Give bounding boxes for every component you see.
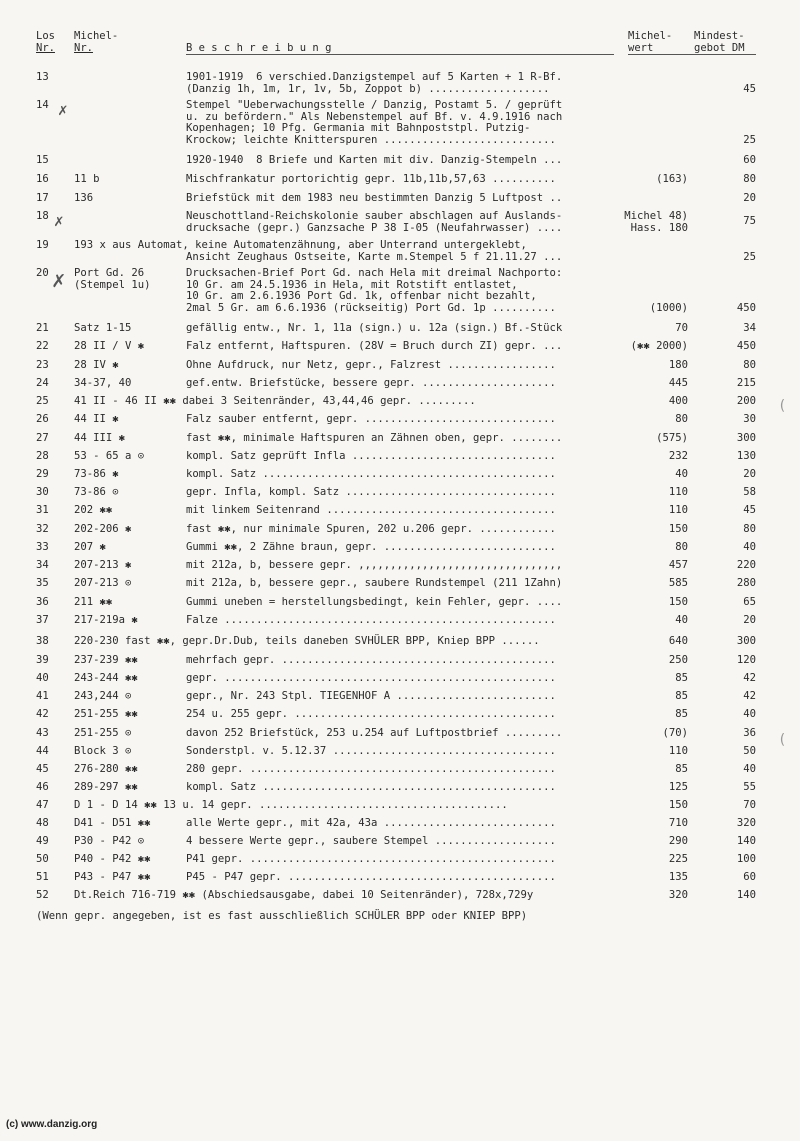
minimum-bid: 65 (743, 596, 756, 608)
minimum-bid: 60 (743, 871, 756, 883)
minimum-bid: 450 (736, 301, 756, 314)
michel-number: 289-297 ✱✱ (74, 781, 138, 793)
michel-value: 250 (668, 654, 688, 666)
michel-value: 150 (668, 523, 688, 535)
michel-value: 135 (668, 871, 688, 883)
michel-number: 202 ✱✱ (74, 504, 113, 516)
lot-number: 36 (36, 596, 49, 608)
michel-number: 193 x aus Automat, keine Automatenzähnung, aber Unterrand untergeklebt, (74, 239, 527, 251)
lot-number: 25 (36, 395, 49, 407)
minimum-bid: 58 (743, 486, 756, 498)
michel-value: Michel 48) Hass. 180 (624, 210, 688, 234)
michel-number: 207 ✱ (74, 541, 106, 553)
michel-value: 110 (668, 504, 688, 516)
minimum-bid: 55 (743, 781, 756, 793)
michel-number: 44 III ✱ (74, 432, 126, 444)
minimum-bid: 45 (743, 504, 756, 516)
lot-description: P45 - P47 gepr. .......................................... (186, 871, 556, 883)
michel-value: 640 (668, 635, 688, 647)
minimum-bid: 34 (743, 322, 756, 334)
minimum-bid: 42 (743, 672, 756, 684)
michel-number: 11 b (74, 173, 100, 185)
michel-value: 320 (668, 889, 688, 901)
michel-number: D 1 - D 14 ✱✱ 13 u. 14 gepr. ....................................... (74, 799, 508, 811)
minimum-bid: 80 (743, 523, 756, 535)
michel-value: 180 (668, 359, 688, 371)
minimum-bid: 30 (743, 413, 756, 425)
lot-description: alle Werte gepr., mit 42a, 43a ........................... (186, 817, 556, 829)
lot-description: kompl. Satz geprüft Infla ................................ (186, 450, 556, 462)
lot-number: 20 (36, 267, 49, 279)
minimum-bid: 45 (743, 82, 756, 95)
minimum-bid: 75 (743, 215, 756, 227)
header-michelwert-line2: wert (628, 42, 654, 54)
lot-number: 19 (36, 239, 49, 251)
minimum-bid: 25 (743, 250, 756, 263)
lot-number: 21 (36, 322, 49, 334)
michel-number: 28 IV ✱ (74, 359, 119, 371)
minimum-bid: 60 (743, 154, 756, 166)
lot-number: 30 (36, 486, 49, 498)
michel-value: 110 (668, 486, 688, 498)
minimum-bid: 215 (736, 377, 756, 389)
minimum-bid: 42 (743, 690, 756, 702)
minimum-bid: 70 (743, 799, 756, 811)
lot-description: Stempel "Ueberwachungsstelle / Danzig, Postamt 5. / geprüft u. zu befördern." Als Nebenstempel auf Bf. v. 4.9.1916 nach Kopenhagen; 10 Pfg. Germania mit Bahnpoststpl. Putzig- Krockow; leichte Knitterspuren ........................... (186, 99, 563, 146)
lot-description: Falze .................................................... (186, 614, 556, 626)
lot-number: 50 (36, 853, 49, 865)
handwritten-cross-mark: ✗ (54, 211, 64, 230)
handwritten-cross-mark: ✗ (58, 100, 68, 119)
minimum-bid: 300 (736, 432, 756, 444)
lot-description: Falz sauber entfernt, gepr. .............................. (186, 413, 556, 425)
lot-description: fast ✱✱, minimale Haftspuren an Zähnen oben, gepr. ........ (186, 432, 563, 444)
header-beschreibung: B e s c h r e i b u n g (186, 42, 332, 54)
lot-number: 35 (36, 577, 49, 589)
michel-number: 73-86 ✱ (74, 468, 119, 480)
minimum-bid: 130 (736, 450, 756, 462)
lot-number: 29 (36, 468, 49, 480)
minimum-bid: 36 (743, 727, 756, 739)
lot-number: 43 (36, 727, 49, 739)
lot-description: Gummi ✱✱, 2 Zähne braun, gepr. ........................... (186, 541, 556, 553)
michel-number: 243-244 ✱✱ (74, 672, 138, 684)
michel-value: 400 (668, 395, 688, 407)
header-michel-nr-label: Nr. (74, 42, 93, 54)
minimum-bid: 200 (736, 395, 756, 407)
michel-value: 85 (675, 690, 688, 702)
header-michel-label: Michel- (74, 30, 119, 42)
lot-description: Briefstück mit dem 1983 neu bestimmten Danzig 5 Luftpost .. (186, 192, 563, 204)
header-mindest-line2: gebot DM (694, 42, 745, 54)
michel-number: 220-230 fast ✱✱, gepr.Dr.Dub, teils daneben SVHÜLER BPP, Kniep BPP ...... (74, 635, 540, 647)
michel-value: 710 (668, 817, 688, 829)
minimum-bid: 20 (743, 614, 756, 626)
lot-number: 45 (36, 763, 49, 775)
michel-number: 251-255 ⊙ (74, 727, 132, 739)
michel-number: Dt.Reich 716-719 ✱✱ (Abschiedsausgabe, dabei 10 Seitenränder), 728x,729y (74, 889, 534, 901)
michel-number: 207-213 ✱ (74, 559, 132, 571)
lot-number: 26 (36, 413, 49, 425)
lot-number: 24 (36, 377, 49, 389)
lot-description: 254 u. 255 gepr. ......................................... (186, 708, 556, 720)
lot-description: Mischfrankatur portorichtig gepr. 11b,11b,57,63 .......... (186, 173, 556, 185)
lot-number: 40 (36, 672, 49, 684)
michel-value: 232 (668, 450, 688, 462)
lot-number: 31 (36, 504, 49, 516)
michel-number: 41 II - 46 II ✱✱ dabei 3 Seitenränder, 43,44,46 gepr. ......... (74, 395, 476, 407)
michel-number: D41 - D51 ✱✱ (74, 817, 151, 829)
header-michelwert-line1: Michel- (628, 30, 673, 42)
minimum-bid: 140 (736, 889, 756, 901)
michel-value: 80 (675, 413, 688, 425)
michel-value: 225 (668, 853, 688, 865)
michel-value: 457 (668, 559, 688, 571)
michel-number: 202-206 ✱ (74, 523, 132, 535)
michel-number: 207-213 ⊙ (74, 577, 132, 589)
michel-value: (1000) (649, 301, 688, 314)
michel-value: 445 (668, 377, 688, 389)
lot-description: 280 gepr. ................................................ (186, 763, 556, 775)
lot-description: 4 bessere Werte gepr., saubere Stempel ................... (186, 835, 556, 847)
michel-value: 110 (668, 745, 688, 757)
michel-number: 34-37, 40 (74, 377, 132, 389)
michel-value: 585 (668, 577, 688, 589)
header-michel (74, 30, 118, 54)
michel-number: 217-219a ✱ (74, 614, 138, 626)
michel-number: 136 (74, 192, 94, 204)
header-mindest-line1: Mindest- (694, 30, 745, 42)
minimum-bid: 40 (743, 708, 756, 720)
lot-description: Falz entfernt, Haftspuren. (28V = Bruch durch ZI) gepr. ... (186, 340, 563, 352)
michel-number: Port Gd. 26 (Stempel 1u) (74, 267, 151, 291)
lot-number: 42 (36, 708, 49, 720)
minimum-bid: 280 (736, 577, 756, 589)
lot-number: 13 (36, 71, 49, 83)
minimum-bid: 40 (743, 763, 756, 775)
lot-description: fast ✱✱, nur minimale Spuren, 202 u.206 gepr. ............ (186, 523, 556, 535)
michel-value: (163) (656, 173, 688, 185)
minimum-bid: 220 (736, 559, 756, 571)
header-los (36, 30, 55, 54)
lot-number: 22 (36, 340, 49, 352)
lot-number: 52 (36, 889, 49, 901)
lot-number: 39 (36, 654, 49, 666)
michel-number: Block 3 ⊙ (74, 745, 132, 757)
minimum-bid: 300 (736, 635, 756, 647)
lot-number: 48 (36, 817, 49, 829)
lot-description: gepr., Nr. 243 Stpl. TIEGENHOF A ......................... (186, 690, 556, 702)
michel-value: 290 (668, 835, 688, 847)
header-divider (186, 54, 614, 55)
header-nr-label: Nr. (36, 42, 55, 54)
michel-value: 85 (675, 672, 688, 684)
lot-number: 51 (36, 871, 49, 883)
michel-value: 85 (675, 708, 688, 720)
lot-number: 49 (36, 835, 49, 847)
lot-number: 23 (36, 359, 49, 371)
michel-number: P43 - P47 ✱✱ (74, 871, 151, 883)
michel-value: 40 (675, 468, 688, 480)
michel-value: 70 (675, 322, 688, 334)
minimum-bid: 120 (736, 654, 756, 666)
michel-number: 28 II / V ✱ (74, 340, 145, 352)
lot-number: 28 (36, 450, 49, 462)
michel-number: 44 II ✱ (74, 413, 119, 425)
minimum-bid: 80 (743, 173, 756, 185)
copyright-text: (c) www.danzig.org (6, 1119, 98, 1130)
michel-number: Satz 1-15 (74, 322, 132, 334)
michel-value: (70) (662, 727, 688, 739)
minimum-bid: 20 (743, 468, 756, 480)
michel-value: (✱✱ 2000) (630, 340, 688, 352)
michel-number: 243,244 ⊙ (74, 690, 132, 702)
michel-value: (575) (656, 432, 688, 444)
lot-number: 17 (36, 192, 49, 204)
michel-number: 211 ✱✱ (74, 596, 113, 608)
minimum-bid: 450 (736, 340, 756, 352)
header-los-label: Los (36, 30, 55, 42)
minimum-bid: 80 (743, 359, 756, 371)
lot-description: Ansicht Zeughaus Ostseite, Karte m.Stempel 5 f 21.11.27 ... (186, 250, 563, 263)
lot-description: davon 252 Briefstück, 253 u.254 auf Luftpostbrief ......... (186, 727, 563, 739)
michel-number: 53 - 65 a ⊙ (74, 450, 145, 462)
michel-number: P40 - P42 ✱✱ (74, 853, 151, 865)
lot-description: mit 212a, b, bessere gepr., saubere Rundstempel (211 1Zahn) (186, 577, 563, 589)
michel-value: 150 (668, 596, 688, 608)
minimum-bid: 20 (743, 192, 756, 204)
lot-description: kompl. Satz .............................................. (186, 781, 556, 793)
lot-number: 27 (36, 432, 49, 444)
lot-description: gepr. Infla, kompl. Satz ................................. (186, 486, 556, 498)
lot-number: 37 (36, 614, 49, 626)
lot-description: Ohne Aufdruck, nur Netz, gepr., Falzrest ................. (186, 359, 556, 371)
lot-number: 47 (36, 799, 49, 811)
minimum-bid: 100 (736, 853, 756, 865)
lot-description: mit 212a, b, bessere gepr. ,,,,,,,,,,,,,,,,,,,,,,,,,,,,,,,, (186, 559, 563, 571)
edge-mark: ( (778, 732, 787, 748)
lot-number: 15 (36, 154, 49, 166)
lot-number: 14 (36, 99, 49, 111)
footnote: (Wenn gepr. angegeben, ist es fast ausschließlich SCHÜLER BPP oder KNIEP BPP) (36, 910, 528, 922)
lot-number: 34 (36, 559, 49, 571)
header-divider-right (628, 54, 756, 55)
michel-value: 125 (668, 781, 688, 793)
minimum-bid: 50 (743, 745, 756, 757)
lot-number: 44 (36, 745, 49, 757)
minimum-bid: 320 (736, 817, 756, 829)
michel-number: 276-280 ✱✱ (74, 763, 138, 775)
lot-number: 33 (36, 541, 49, 553)
lot-description: gefällig entw., Nr. 1, 11a (sign.) u. 12a (sign.) Bf.-Stück (186, 322, 563, 334)
michel-value: 80 (675, 541, 688, 553)
lot-description: Gummi uneben = herstellungsbedingt, kein Fehler, gepr. .... (186, 596, 563, 608)
edge-mark: ( (778, 398, 787, 414)
lot-number: 32 (36, 523, 49, 535)
lot-description: mehrfach gepr. ........................................... (186, 654, 556, 666)
lot-description: gef.entw. Briefstücke, bessere gepr. ..................... (186, 377, 556, 389)
lot-description: gepr. .................................................... (186, 672, 556, 684)
lot-number: 46 (36, 781, 49, 793)
michel-number: 73-86 ⊙ (74, 486, 119, 498)
lot-description: Sonderstpl. v. 5.12.37 ................................... (186, 745, 556, 757)
header-mindestgebot (694, 30, 745, 54)
handwritten-cross-mark: ✗ (52, 268, 66, 293)
minimum-bid: 25 (743, 133, 756, 146)
header-michelwert (628, 30, 672, 54)
lot-number: 18 (36, 210, 49, 222)
minimum-bid: 140 (736, 835, 756, 847)
lot-description: mit linkem Seitenrand .................................... (186, 504, 556, 516)
lot-description: 1920-1940 8 Briefe und Karten mit div. Danzig-Stempeln ... (186, 154, 563, 166)
lot-description: kompl. Satz .............................................. (186, 468, 556, 480)
michel-value: 85 (675, 763, 688, 775)
michel-number: 251-255 ✱✱ (74, 708, 138, 720)
lot-description: P41 gepr. ................................................ (186, 853, 556, 865)
lot-description: Neuschottland-Reichskolonie sauber abschlagen auf Auslands- drucksache (gepr.) Ganzsache P 38 I-05 (Neufahrwasser) .... (186, 210, 563, 234)
lot-number: 41 (36, 690, 49, 702)
lot-number: 16 (36, 173, 49, 185)
michel-number: 237-239 ✱✱ (74, 654, 138, 666)
lot-description: Drucksachen-Brief Port Gd. nach Hela mit dreimal Nachporto: 10 Gr. am 24.5.1936 in Hela, mit Rotstift entlastet, 10 Gr. am 2.6.1936 Port Gd. 1k, offenbar nicht bezahlt, 2mal 5 Gr. am 6.6.1936 (rückseitig) Port Gd. 1p .......... (186, 267, 563, 314)
lot-number: 38 (36, 635, 49, 647)
minimum-bid: 40 (743, 541, 756, 553)
michel-number: P30 - P42 ⊙ (74, 835, 145, 847)
michel-value: 40 (675, 614, 688, 626)
michel-value: 150 (668, 799, 688, 811)
lot-description: 1901-1919 6 verschied.Danzigstempel auf 5 Karten + 1 R-Bf. (Danzig 1h, 1m, 1r, 1v, 5b, Zoppot b) ................... (186, 71, 563, 95)
